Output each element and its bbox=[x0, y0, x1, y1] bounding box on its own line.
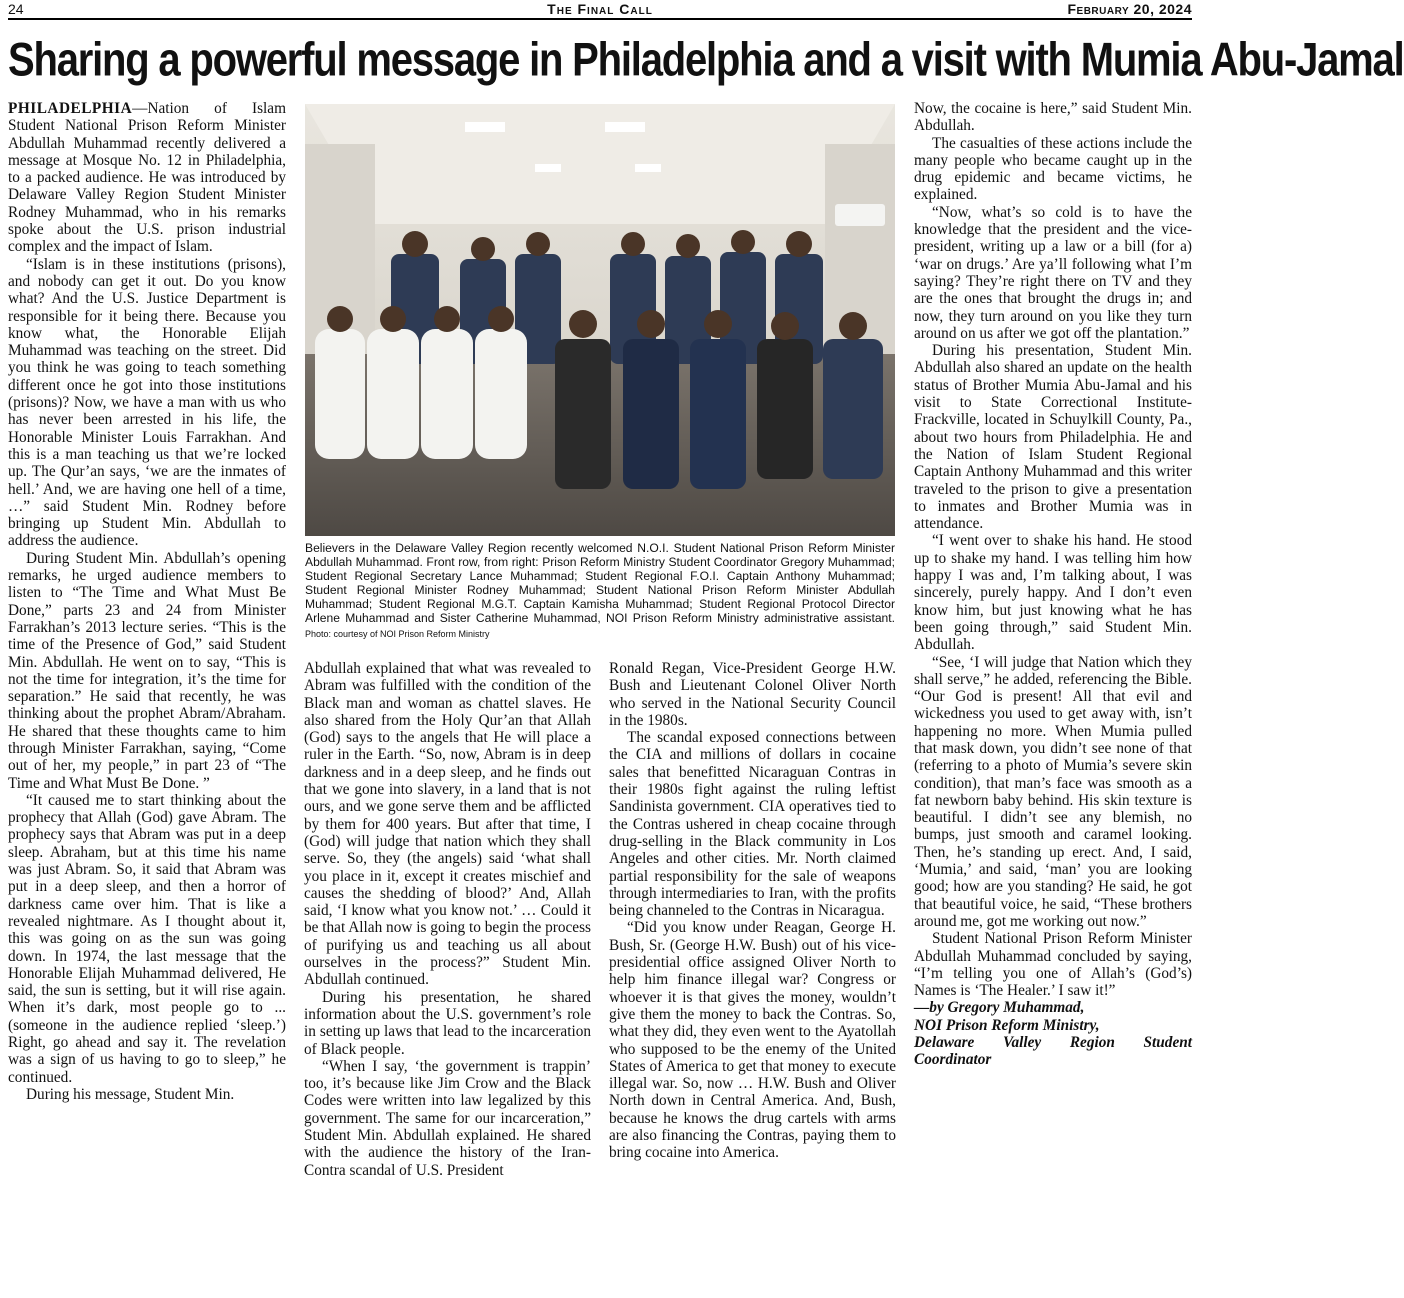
paragraph-text: —Nation of Islam Student National Prison Reform Minister Abdullah Muhammad recently delivered a message at Mosque No. 12 in Philadelphia, to a packed audience. He was introduced by Delaware Valley Region Student Minister Rodney Muhammad, who in his remarks spoke about the U.S. prison industrial complex and the impact of Islam. bbox=[8, 100, 286, 256]
article-column-3 bbox=[609, 660, 896, 1296]
paragraph: During Student Min. Abdullah’s opening remarks, he urged audience members to listen to “The Time and What Must Be Done,” parts 23 and 24 from Minister Farrakhan’s 2013 lecture series. “This is the time of the Presence of God,” said Student Min. Abdullah. He went on to say, “This is not the time for integration, it’s the time for separation.” He said that recently, he was thinking about the prophet Abram/Abraham. He shared that these thoughts came to him through Minister Farrakhan, saying, “Come out of her, my people,” in part 23 of “The Time and What Must Be Done. ” bbox=[8, 549, 286, 792]
paper-name: The Final Call bbox=[547, 1, 653, 17]
caption-text: Believers in the Delaware Valley Region recently welcomed N.O.I. Student National Prison Reform Minister Abdullah Muhammad. Front row, from right: Prison Reform Ministry Student Coordinator Gregory Muhammad; Student Regional Secretary Lance Muhammad; Student Regional F.O.I. Captain Anthony Muhammad; Student Regional Minister Rodney Muhammad; Student National Prison Reform Minister Abdullah Muhammad; Student Regional M.G.T. Captain Kamisha Muhammad; Student Regional Protocol Director Arlene Muhammad and Sister Catherine Muhammad, NOI Prison Reform Ministry administrative assistant. bbox=[305, 541, 895, 626]
byline-line: Delaware Valley Region Student Coordinator bbox=[914, 1034, 1192, 1069]
photo-caption bbox=[305, 541, 895, 651]
masthead bbox=[8, 0, 1192, 20]
group-photo bbox=[305, 104, 895, 536]
group-photo-illustration bbox=[305, 104, 895, 536]
paragraph: “It caused me to start thinking about the prophecy that Allah (God) gave Abram. The prophecy says that Abram was put in a deep sleep. Abraham, but at this time his name was just Abram. So, it said that Abram was put in a deep sleep, and then a horror of darkness came over him. That is like a revealed nightmare. As I thought about it, this was going on as the sun was going down. In 1974, the last message that the Honorable Elijah Muhammad delivered, He said, the sun is setting, but it will rise again. When it’s dark, most people go to ... (someone in the audience replied ‘sleep.’) Right, go ahead and say it. The revelation was a sign of us having to go to sleep,” he continued. bbox=[8, 791, 286, 1086]
paragraph: Student National Prison Reform Minister Abdullah Muhammad concluded by saying, “I’m telling you one of Allah’s (God’s) Names is ‘The Healer.’ I saw it!” bbox=[914, 930, 1192, 1000]
paragraph: During his presentation, Student Min. Abdullah also shared an update on the health status of Brother Mumia Abu-Jamal and his visit to State Correctional Institute-Frackville, located in Schuylkill County, Pa., about two hours from Philadelphia. He and the Nation of Islam Student Regional Captain Anthony Muhammad and this writer traveled to the prison to give a presentation to inmates and Brother Mumia was in attendance. bbox=[914, 342, 1192, 533]
paragraph: Abdullah explained that what was revealed to Abram was fulfilled with the condition of the Black man and woman as chattel slaves. He also shared from the Holy Qur’an that Allah (God) says to the angels that He will place a ruler in the Earth. “So, now, Abram is in deep darkness and in a deep sleep, and he finds out that we gone into slavery, in a land that is not ours, and we gone serve them and be afflicted by them for 400 years. But after that time, I (God) will judge that nation which they shall serve. So, they (the angels) said ‘what shall you place in it, except it creates mischief and causes the shedding of blood?’ And, Allah said, ‘I know what you know not.’ … Could it be that Allah now is going to begin the process of purifying us and teaching us all about ourselves in the process?” Student Min. Abdullah continued. bbox=[304, 660, 591, 989]
dateline: PHILADELPHIA bbox=[8, 100, 133, 117]
paragraph bbox=[8, 100, 286, 256]
headline: Sharing a powerful message in Philadelphia and a visit with Mumia Abu-Jamal bbox=[8, 34, 1404, 87]
paragraph: The scandal exposed connections between the CIA and millions of dollars in cocaine sales that benefitted Nicaraguan Contras in their 1980s fight against the ruling leftist Sandinista government. CIA operatives tied to the Contras ushered in cheap cocaine through drug-selling in the Black community in Los Angeles and other cities. Mr. North claimed partial responsibility for the sale of weapons through intermediaries to Iran, with the profits being channeled to the Contras in Nicaragua. bbox=[609, 729, 896, 920]
article-column-4 bbox=[914, 100, 1192, 1296]
byline-line: NOI Prison Reform Ministry, bbox=[914, 1016, 1100, 1034]
issue-date: February 20, 2024 bbox=[1067, 1, 1192, 17]
byline-line: —by Gregory Muhammad, bbox=[914, 999, 1085, 1017]
photo-credit: Photo: courtesy of NOI Prison Reform Ministry bbox=[305, 628, 490, 639]
paragraph: “When I say, ‘the government is trappin’ too, it’s because like Jim Crow and the Black Codes were written into law legalized by this government. The same for our incarceration,” Student Min. Abdullah explained. He shared with the audience the history of the Iran-Contra scandal of U.S. President bbox=[304, 1057, 591, 1179]
paragraph: The casualties of these actions include the many people who became caught up in the drug epidemic and became victims, he explained. bbox=[914, 134, 1192, 204]
paragraph: Ronald Regan, Vice-President George H.W. Bush and Lieutenant Colonel Oliver North who served in the National Security Council in the 1980s. bbox=[609, 660, 896, 729]
page-number: 24 bbox=[8, 1, 24, 17]
paragraph: “Islam is in these institutions (prisons), and nobody can get it out. Do you know what? And the U.S. Justice Department is responsible for it being there. Because you know what, the Honorable Elijah Muhammad was teaching on the street. Did you think he was going to teach something different once he got into those institutions (prisons)? Now, we have a man with us who has never been arrested in his life, the Honorable Minister Louis Farrakhan. And this is a man teaching us that we’re locked up. The Qur’an says, ‘we are the inmates of hell.’ And, we are having one hell of a time, …” said Student Min. Rodney before bringing up Student Min. Abdullah to address the audience. bbox=[8, 255, 286, 550]
paragraph: “See, ‘I will judge that Nation which they shall serve,” he added, referencing the Bible. “Our God is present! All that evil and wickedness you used to get away with, isn’t happening no more. When Mumia pulled that mask down, you didn’t see none of that (referring to a photo of Mumia’s severe skin condition), that man’s face was smooth as a fat newborn baby behind. His skin texture is beautiful. I didn’t see any blemish, no bumps, just smooth and caramel looking. Then, he’s standing up erect. And, I said, ‘Mumia,’ and said, ‘man’ you are looking good; how are you standing? He said, he got that beautiful voice, he said, “These brothers around me, got me working out now.” bbox=[914, 653, 1192, 930]
article-column-1 bbox=[8, 100, 286, 1296]
paragraph: “Now, what’s so cold is to have the knowledge that the president and the vice-president, writing up a law or a bill (for a) ‘war on drugs.’ Are ya’ll following what I’m saying? They’re right there on TV and they are the ones that brought the drugs in; and now, they turn around on you like they turn around on us after we got off the plantation.” bbox=[914, 203, 1192, 342]
article-column-2 bbox=[304, 660, 591, 1296]
paragraph: Now, the cocaine is here,” said Student Min. Abdullah. bbox=[914, 100, 1192, 135]
paragraph: “I went over to shake his hand. He stood up to shake my hand. I was telling him how happy I was and, I’m talking about, I was sincerely, purely happy. And I don’t even know him, but just knowing what he has been going through,” said Student Min. Abdullah. bbox=[914, 532, 1192, 654]
paragraph: During his message, Student Min. bbox=[26, 1085, 235, 1103]
paragraph: During his presentation, he shared information about the U.S. government’s role in setting up laws that lead to the incarceration of Black people. bbox=[304, 988, 591, 1058]
paragraph: “Did you know under Reagan, George H. Bush, Sr. (George H.W. Bush) out of his vice-presidential office assigned Oliver North to help him finance illegal war? Congress or whoever it is that gives the money, wouldn’t give them the money to back the Contras. So, what they did, they even went to the Ayatollah who supposed to be the enemy of the United States of America to get that money to execute illegal war. So, now … H.W. Bush and Oliver North down in Central America. And, Bush, because he knows the drug cartels with arms are also financing the Contras, paying them to bring cocaine into America. bbox=[609, 919, 896, 1162]
